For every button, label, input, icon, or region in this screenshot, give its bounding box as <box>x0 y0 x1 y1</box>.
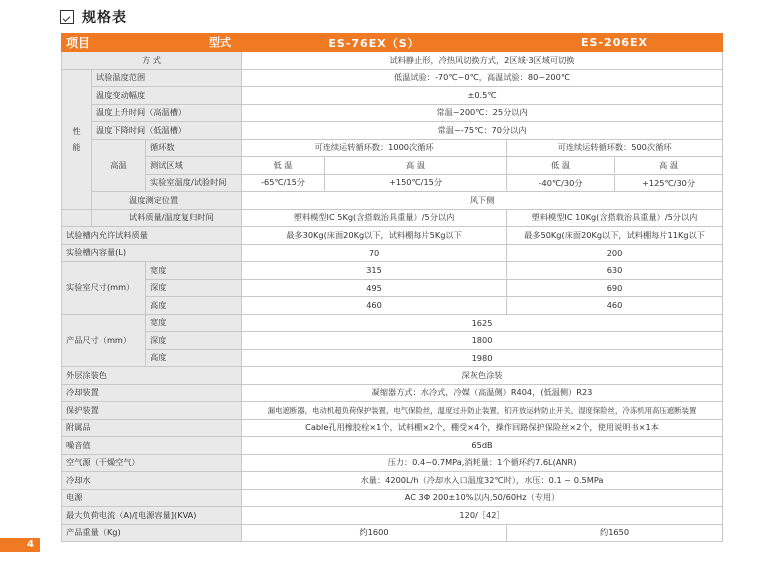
sub-label: 宽度 <box>146 314 242 332</box>
performance-label-b: 能 <box>72 142 81 152</box>
row-value: 水量：4200L/h（冷却水入口温度32℃时），水压：0.1 ~ 0.5MPa <box>242 472 723 490</box>
header-row <box>62 34 723 52</box>
row-label: 保护装置 <box>62 402 242 420</box>
room-temp-m2-high: +125℃/30分 <box>642 177 696 188</box>
table-row <box>62 262 723 280</box>
row-value-model-2: 可连续运转循环数：500次循环 <box>507 139 723 157</box>
row-label: 附属品 <box>62 419 242 437</box>
row-value-model-2: 塑料模型IC 10Kg(含搭载治具重量）/5分以内 <box>507 209 723 227</box>
row-value: 深灰色涂装 <box>242 367 723 385</box>
row-value: 凝缩器方式：水冷式，冷媒（高温侧）R404，(低温侧）R23 <box>242 384 723 402</box>
row-label: 实验室尺寸(mm） <box>62 262 146 315</box>
table-row <box>62 52 723 70</box>
table-row <box>62 209 723 227</box>
row-value-model-2: 约1650 <box>507 524 723 542</box>
sub-label: 深度 <box>146 332 242 350</box>
header-project <box>62 34 242 52</box>
row-value-model-2: 630 <box>507 262 723 280</box>
zone-high-model-1: 高 温 <box>325 157 507 175</box>
table-row <box>62 279 723 297</box>
row-value: 压力：0.4~0.7MPa,消耗量：1个循环约7.6L(ANR) <box>242 454 723 472</box>
table-row <box>62 174 723 192</box>
zone-high-model-2: 高 温 <box>659 160 679 171</box>
row-label: 冷却装置 <box>62 384 242 402</box>
row-value-model-2: 最多50Kg(床面20Kg以下，试料棚每片11Kg以下 <box>507 227 723 245</box>
table-row <box>62 437 723 455</box>
row-value-model-1: 塑料模型IC 5Kg(含搭载治具重量）/5分以内 <box>242 209 507 227</box>
row-label: 试验槽内允许试料质量 <box>62 227 242 245</box>
row-label: 温度下降时间（低温槽） <box>92 122 242 140</box>
row-label: 温度测定位置 <box>92 192 242 210</box>
zone-model-2 <box>507 157 723 175</box>
row-value-model-2: 460 <box>507 297 723 315</box>
row-value: 低温试验：-70℃~0℃，高温试验：80~200℃ <box>242 69 723 87</box>
room-temp-m1-high: +150℃/15分 <box>325 174 507 192</box>
row-label: 外层涂装色 <box>62 367 242 385</box>
row-value-model-1: 最多30Kg(床面20Kg以下，试料棚每片5Kg以下 <box>242 227 507 245</box>
table-row <box>62 454 723 472</box>
table-row <box>62 244 723 262</box>
table-row <box>62 122 723 140</box>
table-row <box>62 419 723 437</box>
row-value: 常温~200℃：25分以内 <box>242 104 723 122</box>
table-row <box>62 367 723 385</box>
table-row <box>62 157 723 175</box>
zone-low-model-1: 低 温 <box>242 157 325 175</box>
sub-label: 高度 <box>146 349 242 367</box>
row-value-model-1: 70 <box>242 244 507 262</box>
performance-label <box>62 69 92 209</box>
row-value: 漏电遮断器，电动机超负荷保护装置，电气保险丝，温度过升防止装置，钔开放运转防止开关，湿度保险丝，冷冻机用高压遮断装置 <box>242 402 723 420</box>
page-title-row <box>60 7 127 27</box>
header-model-1: ES-76EX（S） <box>242 34 507 52</box>
row-value-model-2: 690 <box>507 279 723 297</box>
table-row <box>62 104 723 122</box>
table-row <box>62 87 723 105</box>
row-value: ±0.5℃ <box>242 87 723 105</box>
row-label: 试验温度范围 <box>92 69 242 87</box>
table-row <box>62 139 723 157</box>
table-row <box>62 489 723 507</box>
row-label: 最大负荷电流（A)/[电源容量](KVA) <box>62 507 242 525</box>
row-label: 试料质量/温度复归时间 <box>92 209 242 227</box>
row-value-model-2: 200 <box>507 244 723 262</box>
page-number: 4 <box>0 538 40 552</box>
spec-table <box>61 33 723 542</box>
row-label: 电源 <box>62 489 242 507</box>
high-temp-label: 高温 <box>92 139 146 192</box>
table-row <box>62 402 723 420</box>
performance-label-a: 性 <box>72 126 81 136</box>
row-value: 120/［42］ <box>242 507 723 525</box>
zone-low-model-2: 低 温 <box>507 157 615 173</box>
table-row <box>62 227 723 245</box>
table-row <box>62 332 723 350</box>
room-temp-model-2 <box>507 174 723 192</box>
header-model-2: ES-206EX <box>507 34 723 52</box>
table-row <box>62 349 723 367</box>
row-value-model-1: 460 <box>242 297 507 315</box>
page-title: 规格表 <box>82 10 127 26</box>
row-label: 温度上升时间（高温槽） <box>92 104 242 122</box>
header-model-label: 型式 <box>209 36 232 49</box>
table-row <box>62 472 723 490</box>
table-row <box>62 384 723 402</box>
row-value: 1800 <box>242 332 723 350</box>
sub-label: 宽度 <box>146 262 242 280</box>
row-value: AC 3Φ 200±10%以内,50/60Hz（专用） <box>242 489 723 507</box>
sub-label: 高度 <box>146 297 242 315</box>
row-value: 65dB <box>242 437 723 455</box>
row-value-model-1: 可连续运转循环数：1000次循环 <box>242 139 507 157</box>
row-label: 方 式 <box>62 52 242 70</box>
table-row <box>62 297 723 315</box>
table-row <box>62 69 723 87</box>
room-temp-m1-low: -65℃/15分 <box>242 174 325 192</box>
row-value-model-1: 495 <box>242 279 507 297</box>
checkbox-icon <box>60 10 74 24</box>
row-label: 空气源（干燥空气） <box>62 454 242 472</box>
row-label: 测试区域 <box>146 157 242 175</box>
row-label: 冷却水 <box>62 472 242 490</box>
row-value: 1980 <box>242 349 723 367</box>
header-project-label: 项目 <box>66 36 91 50</box>
row-value: 试料静止形，冷热风切换方式，2区域·3区域可切换 <box>242 52 723 70</box>
table-row <box>62 314 723 332</box>
row-value: 1625 <box>242 314 723 332</box>
table-row <box>62 524 723 542</box>
table-row <box>62 192 723 210</box>
row-value: 风下侧 <box>242 192 723 210</box>
sub-label: 深度 <box>146 279 242 297</box>
row-value: 常温~-75℃：70分以内 <box>242 122 723 140</box>
row-label: 产品重量（Kg) <box>62 524 242 542</box>
room-temp-m2-low: -40℃/30分 <box>507 175 615 191</box>
row-value-model-1: 约1600 <box>242 524 507 542</box>
row-value-model-1: 315 <box>242 262 507 280</box>
row-label: 循环数 <box>146 139 242 157</box>
row-label: 实验室温度/试验时间 <box>146 174 242 192</box>
row-label: 温度变动幅度 <box>92 87 242 105</box>
row-value: Cable孔用橡胶栓×1个，试料棚×2个，棚受×4个，操作回路保护保险丝×2个，使用说明书×1本 <box>242 419 723 437</box>
row-label: 产品尺寸（mm） <box>62 314 146 367</box>
row-label: 噪音值 <box>62 437 242 455</box>
table-row <box>62 507 723 525</box>
spacer-cell <box>62 209 92 227</box>
row-label: 实验槽内容量(L) <box>62 244 242 262</box>
